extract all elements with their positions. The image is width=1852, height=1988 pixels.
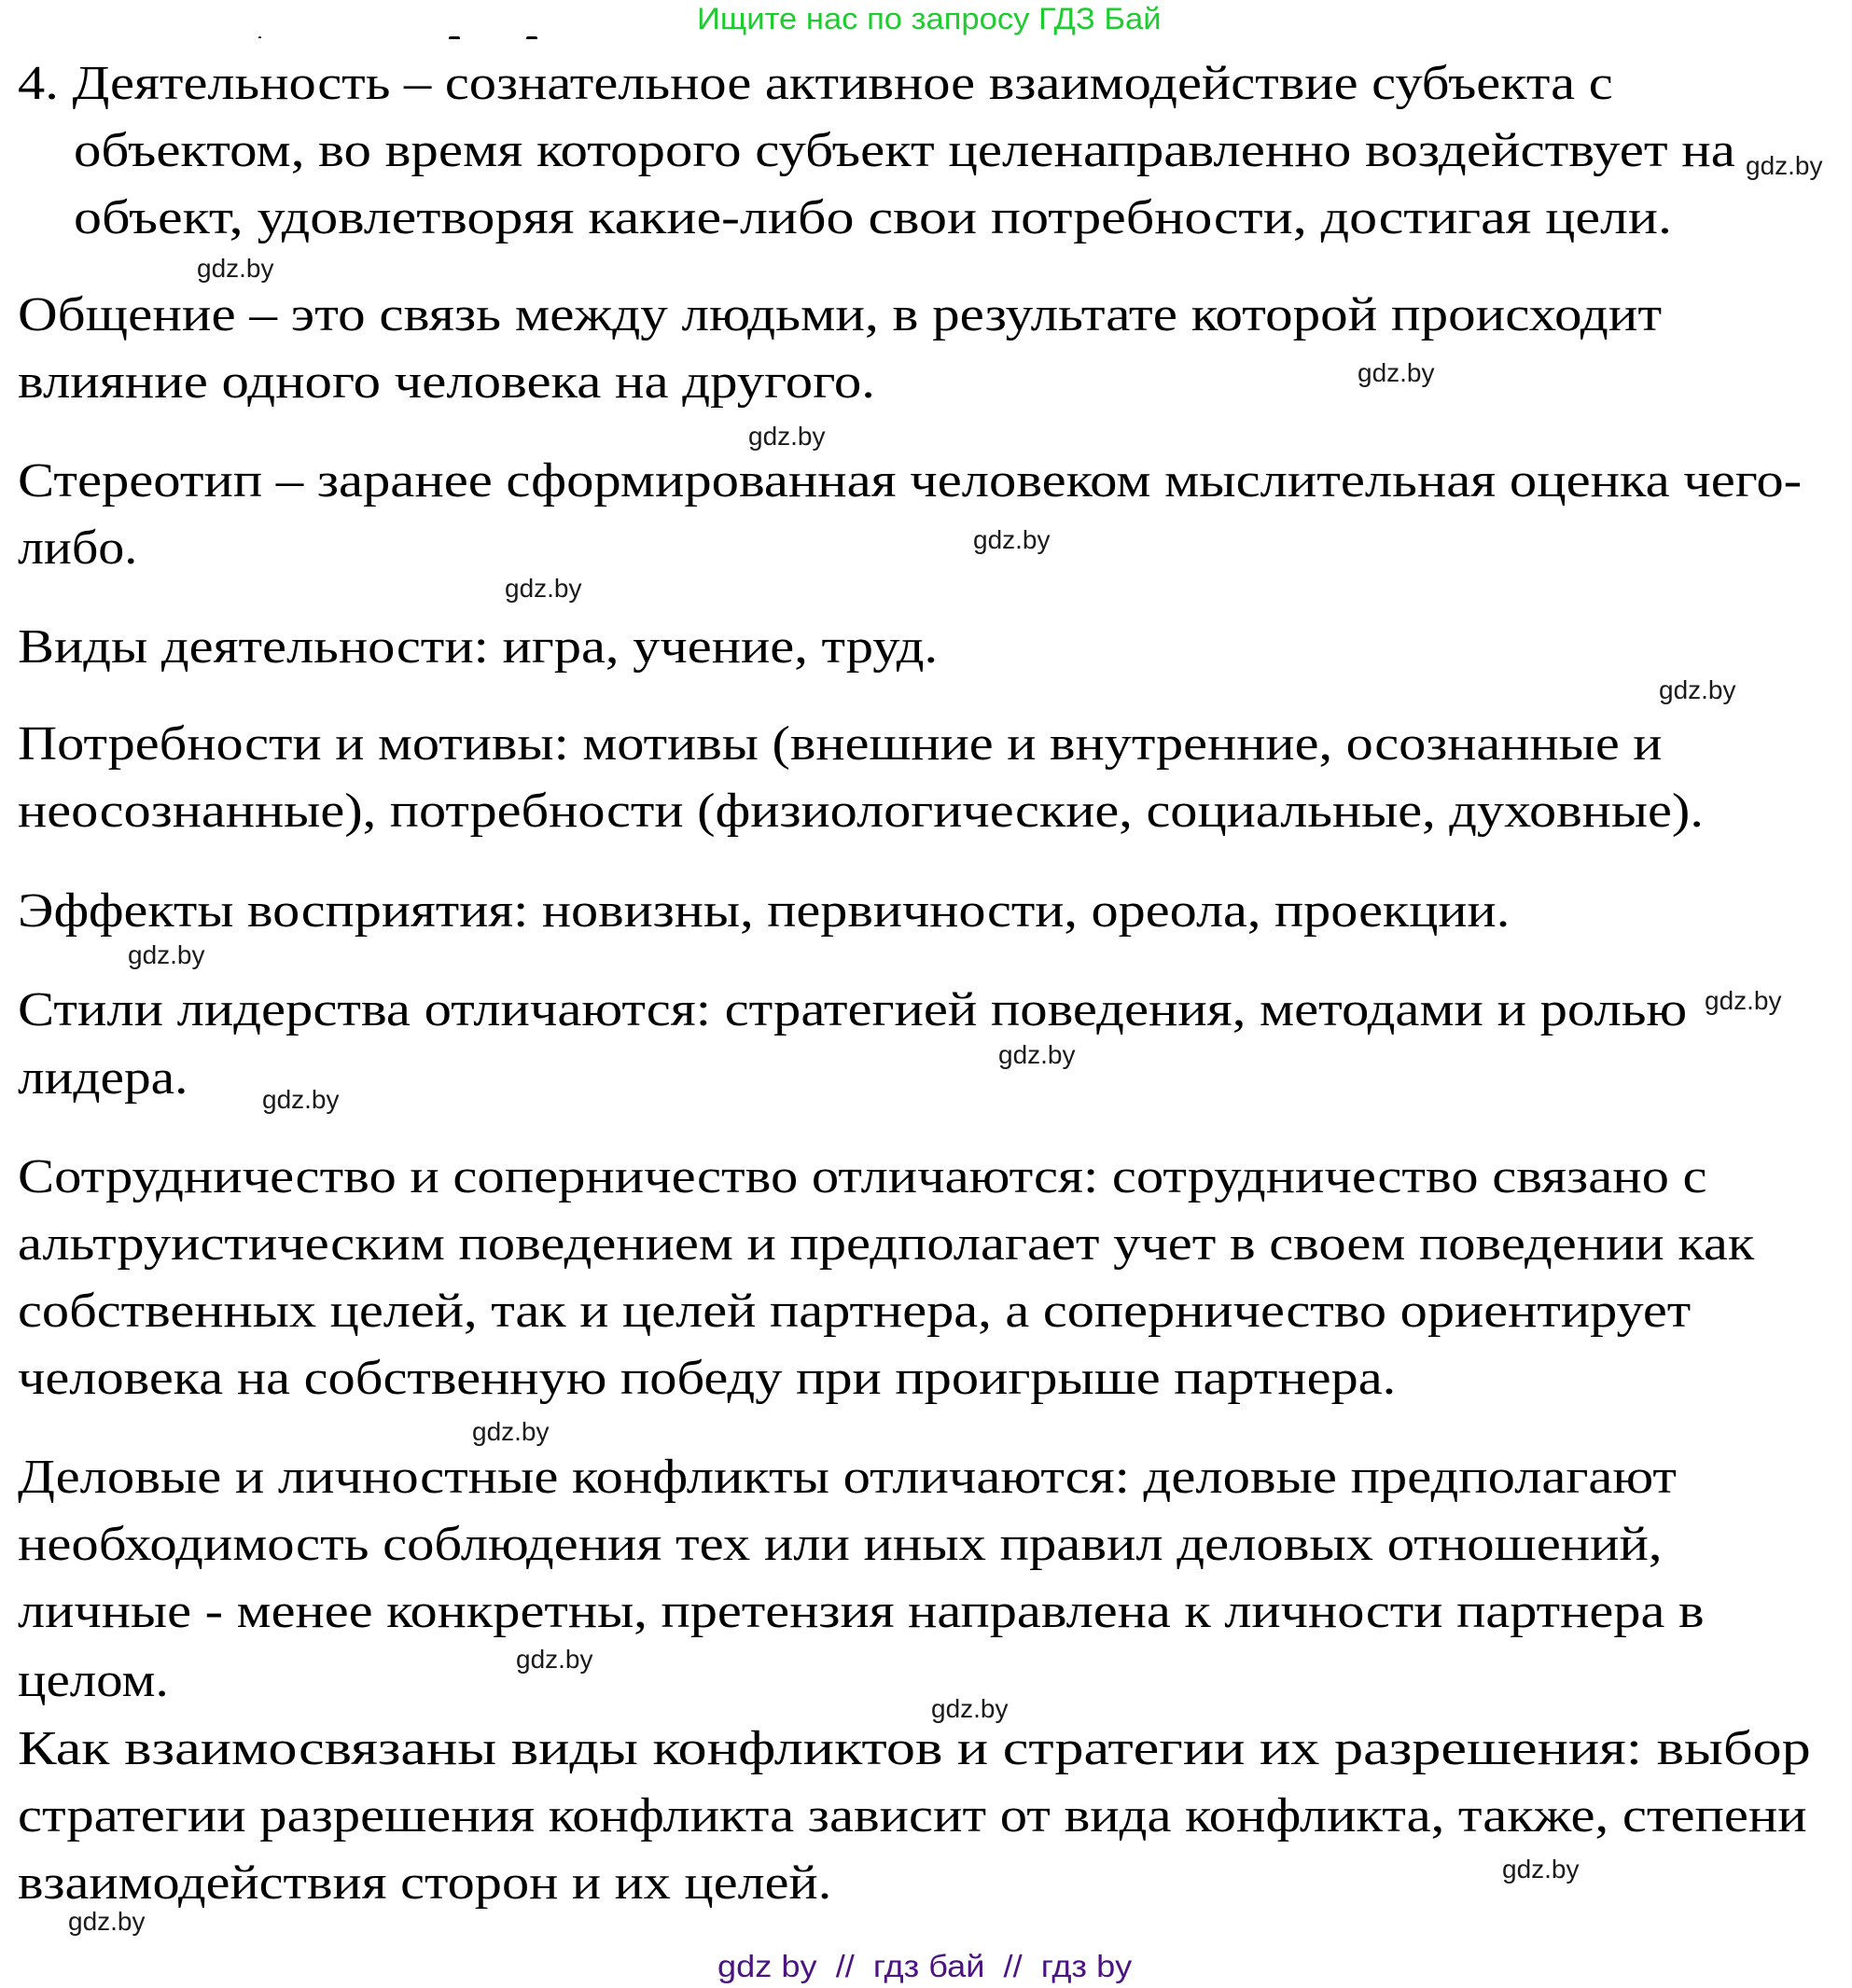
paragraph-line: альтруистическим поведением и предполагает учет в своем поведении как [18, 1217, 1755, 1271]
watermark: gdz.by [472, 1417, 550, 1446]
watermark: gdz.by [68, 1907, 146, 1936]
paragraph-line: неосознанные), потребности (физиологические, социальные, духовные). [18, 785, 1704, 838]
search-hint-banner: Ищите нас по запросу ГДЗ Бай [697, 2, 1162, 35]
footer-site-links[interactable]: gdz by // гдз бай // гдз by [717, 1949, 1133, 1983]
remnant-mark [258, 36, 261, 38]
watermark: gdz.by [1705, 986, 1782, 1015]
paragraph-line: объект, удовлетворяя какие-либо свои потребности, достигая цели. [74, 191, 1672, 244]
watermark: gdz.by [1358, 358, 1435, 387]
watermark: gdz.by [1746, 151, 1823, 180]
watermark: gdz.by [1659, 675, 1736, 704]
paragraph-line: 4. Деятельность – сознательное активное взаимодействие субъекта с [18, 57, 1613, 110]
paragraph-line: Стили лидерства отличаются: стратегией поведения, методами и ролью [18, 983, 1688, 1036]
watermark: gdz.by [973, 525, 1051, 554]
paragraph-line: Сотрудничество и соперничество отличаются: сотрудничество связано с [18, 1150, 1707, 1203]
paragraph-line: Виды деятельности: игра, учение, труд. [18, 620, 939, 674]
paragraph-line: влияние одного человека на другого. [18, 355, 875, 409]
watermark: gdz.by [197, 254, 274, 283]
watermark: gdz.by [998, 1040, 1076, 1069]
paragraph-line: стратегии разрешения конфликта зависит от вида конфликта, также, степени [18, 1789, 1807, 1842]
paragraph-line: необходимость соблюдения тех или иных правил деловых отношений, [18, 1518, 1663, 1571]
paragraph-line: лидера. [18, 1051, 188, 1105]
paragraph-line: Деловые и личностные конфликты отличаются: деловые предполагают [18, 1451, 1678, 1504]
remnant-mark [526, 36, 537, 39]
paragraph-line: либо. [18, 521, 138, 575]
paragraph-line: личные - менее конкретны, претензия направлена к личности партнера в [18, 1585, 1705, 1638]
watermark: gdz.by [262, 1085, 340, 1114]
paragraph-line: Стереотип – заранее сформированная человеком мыслительная оценка чего- [18, 454, 1803, 507]
paragraph-line: взаимодействия сторон и их целей. [18, 1856, 832, 1910]
watermark: gdz.by [516, 1645, 593, 1674]
remnant-mark [449, 36, 460, 39]
paragraph-line: собственных целей, так и целей партнера, а соперничество ориентирует [18, 1285, 1692, 1338]
paragraph-line: Как взаимосвязаны виды конфликтов и стратегии их разрешения: выбор [18, 1722, 1811, 1775]
watermark: gdz.by [1502, 1855, 1580, 1884]
paragraph-line: целом. [18, 1654, 169, 1707]
paragraph-line: человека на собственную победу при проигрыше партнера. [18, 1352, 1397, 1405]
watermark: gdz.by [748, 422, 826, 451]
watermark: gdz.by [505, 574, 582, 603]
watermark: gdz.by [128, 940, 205, 969]
paragraph-line: Общение – это связь между людьми, в результате которой происходит [18, 288, 1663, 341]
paragraph-line: Эффекты восприятия: новизны, первичности, ореола, проекции. [18, 884, 1511, 938]
watermark: gdz.by [931, 1694, 1009, 1723]
paragraph-line: Потребности и мотивы: мотивы (внешние и внутренние, осознанные и [18, 717, 1663, 771]
paragraph-line: объектом, во время которого субъект целенаправленно воздействует на [74, 124, 1735, 177]
